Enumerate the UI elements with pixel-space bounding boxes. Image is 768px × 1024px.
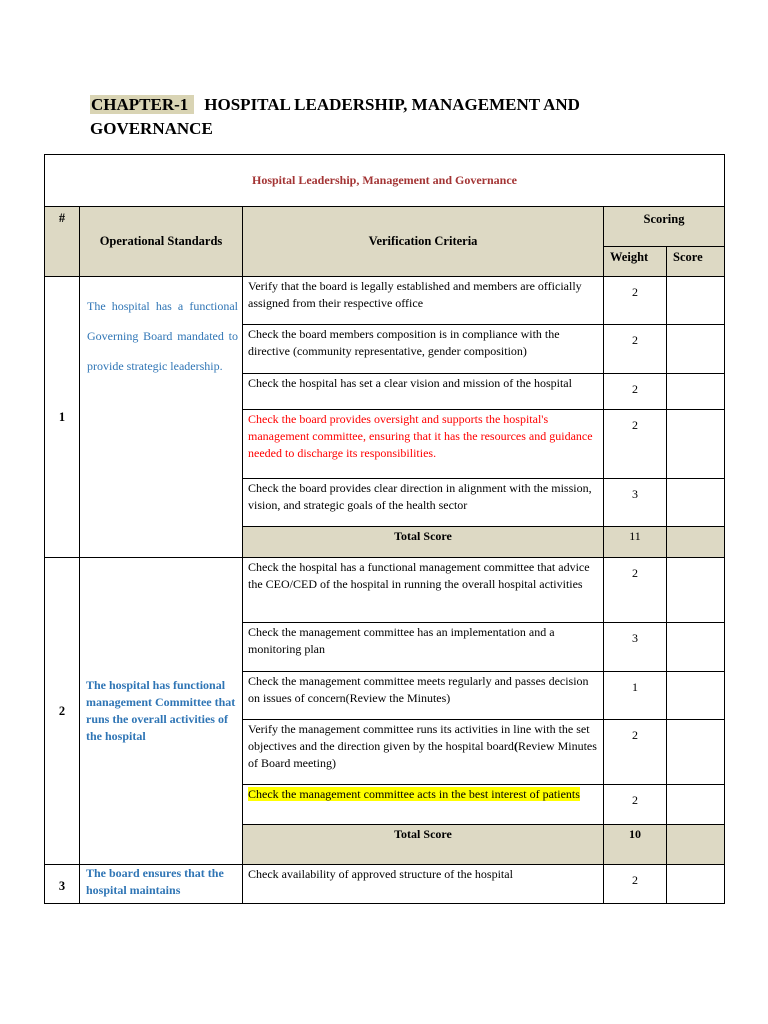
score-cell[interactable] xyxy=(667,623,725,672)
criterion-text: Check the hospital has set a clear vision and mission of the hospital xyxy=(243,374,604,410)
criterion-weight: 2 xyxy=(604,410,667,479)
criterion-weight: 2 xyxy=(604,785,667,825)
score-cell[interactable] xyxy=(667,410,725,479)
criterion-weight: 2 xyxy=(604,865,667,904)
standard-number: 1 xyxy=(45,277,80,558)
header-row xyxy=(45,207,725,247)
total-value: 10 xyxy=(604,825,667,865)
criterion-text: Check the management committee has an implementation and a monitoring plan xyxy=(243,623,604,672)
total-value: 11 xyxy=(604,527,667,558)
criterion-text-tail: Review Minutes of Board meeting) xyxy=(248,739,597,770)
section-title: Hospital Leadership, Management and Governance xyxy=(45,155,725,207)
total-score-cell[interactable] xyxy=(667,825,725,865)
criterion-text: Check the board provides oversight and supports the hospital's management committee, ensuring that it has the resources and guidance needed to discharge its responsibilities. xyxy=(243,410,604,479)
section-title-row xyxy=(45,155,725,207)
highlighted-criterion: Check the management committee acts in the best interest of patients xyxy=(248,787,580,801)
criterion-weight: 3 xyxy=(604,623,667,672)
assessment-table xyxy=(44,154,725,904)
table-row xyxy=(45,277,725,325)
criterion-weight: 1 xyxy=(604,672,667,720)
score-cell[interactable] xyxy=(667,277,725,325)
criterion-text: Check the board provides clear direction in alignment with the mission, vision, and strategic goals of the health sector xyxy=(243,479,604,527)
chapter-heading xyxy=(90,93,650,141)
criterion-text: Check availability of approved structure of the hospital xyxy=(243,865,604,904)
criterion-text xyxy=(243,785,604,825)
score-cell[interactable] xyxy=(667,479,725,527)
criterion-text-main: Verify the management committee runs its activities in line with the set objectives and the direction given by the hospital board xyxy=(248,722,590,753)
operational-standard: The board ensures that the hospital maintains xyxy=(80,865,243,904)
total-score-cell[interactable] xyxy=(667,527,725,558)
score-cell[interactable] xyxy=(667,720,725,785)
criterion-weight: 2 xyxy=(604,720,667,785)
chapter-tag: CHAPTER-1 xyxy=(90,95,194,114)
criterion-weight: 2 xyxy=(604,277,667,325)
score-cell[interactable] xyxy=(667,558,725,623)
score-cell[interactable] xyxy=(667,672,725,720)
header-scoring: Scoring xyxy=(604,207,725,247)
total-label: Total Score xyxy=(243,527,604,558)
criterion-weight: 2 xyxy=(604,325,667,374)
criterion-weight: 2 xyxy=(604,558,667,623)
standard-number: 3 xyxy=(45,865,80,904)
header-standards: Operational Standards xyxy=(80,207,243,277)
score-cell[interactable] xyxy=(667,785,725,825)
criterion-text: Check the hospital has a functional management committee that advice the CEO/CED of the hospital in running the overall hospital activities xyxy=(243,558,604,623)
header-criteria: Verification Criteria xyxy=(243,207,604,277)
criterion-text: Verify that the board is legally established and members are officially assigned from their respective office xyxy=(243,277,604,325)
standard-number: 2 xyxy=(45,558,80,865)
operational-standard: The hospital has functional management Committee that runs the overall activities of the hospital xyxy=(80,558,243,865)
criterion-weight: 3 xyxy=(604,479,667,527)
header-weight: Weight xyxy=(604,247,667,277)
chapter-title: HOSPITAL LEADERSHIP, MANAGEMENT AND GOVERNANCE xyxy=(90,95,580,138)
criterion-text xyxy=(243,720,604,785)
score-cell[interactable] xyxy=(667,374,725,410)
criterion-text-paren: ( xyxy=(513,739,518,753)
table-row xyxy=(45,558,725,623)
criterion-text: Check the management committee meets regularly and passes decision on issues of concern(Review the Minutes) xyxy=(243,672,604,720)
criterion-weight: 2 xyxy=(604,374,667,410)
criterion-text: Check the board members composition is in compliance with the directive (community representative, gender composition) xyxy=(243,325,604,374)
score-cell[interactable] xyxy=(667,865,725,904)
total-label: Total Score xyxy=(243,825,604,865)
operational-standard: The hospital has a functional Governing Board mandated to provide strategic leadership. xyxy=(80,277,243,558)
header-score: Score xyxy=(667,247,725,277)
table-row xyxy=(45,865,725,904)
score-cell[interactable] xyxy=(667,325,725,374)
header-number: # xyxy=(45,207,80,277)
